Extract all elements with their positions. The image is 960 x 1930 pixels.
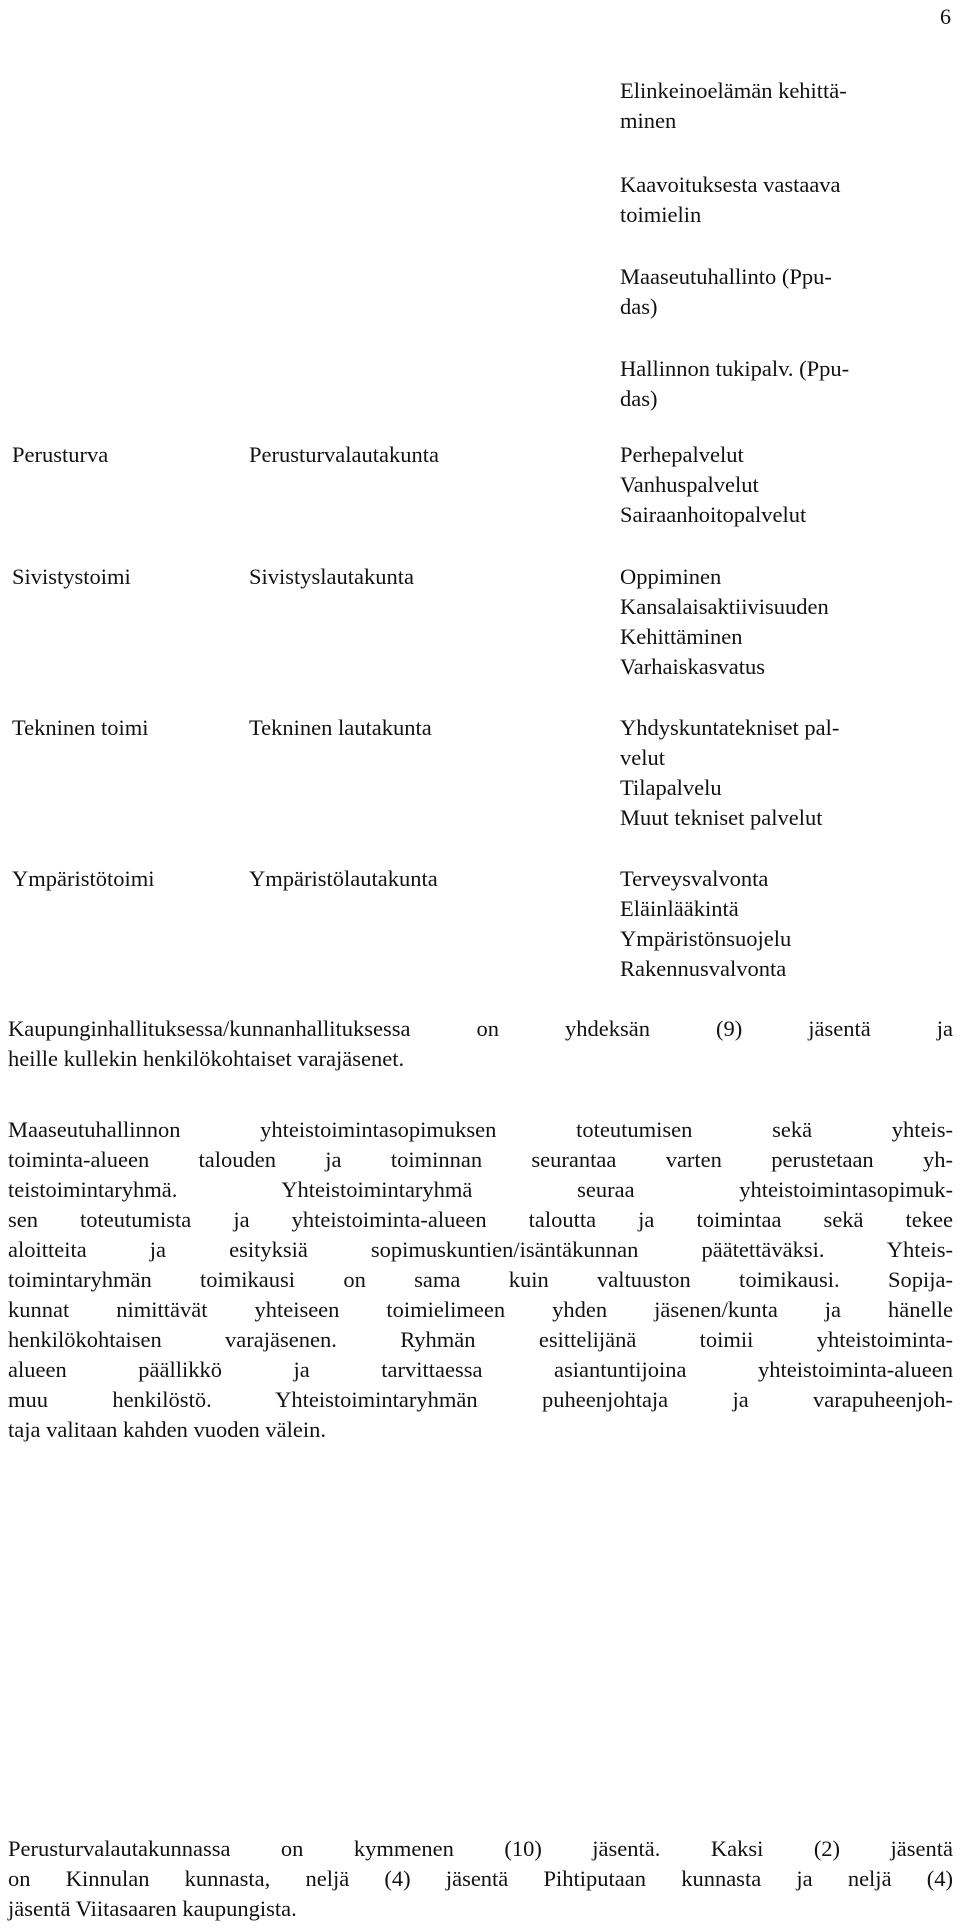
paragraph-line: on Kinnulan kunnasta, neljä (4) jäsentä Pihtiputaan kunnasta ja neljä (4) (8, 1866, 953, 1891)
paragraph-line: Perusturvalautakunnassa on kymmenen (10) jäsentä. Kaksi (2) jäsentä (8, 1836, 953, 1861)
sector-name: Sivistystoimi (12, 564, 131, 589)
service-item: Varhaiskasvatus (620, 654, 765, 679)
paragraph-line: heille kullekin henkilökohtaiset varajäsenet. (8, 1046, 405, 1071)
list-line: Elinkeinoelämän kehittä- (620, 78, 847, 103)
board-name: Ympäristölautakunta (249, 866, 438, 891)
top-list-item (620, 76, 847, 136)
sector-name: Ympäristötoimi (12, 866, 155, 891)
paragraph-line: taja valitaan kahden vuoden välein. (8, 1417, 326, 1442)
list-line: Maaseutuhallinto (Ppu- (620, 264, 832, 289)
sector-name: Tekninen toimi (12, 715, 149, 740)
top-list-item (620, 170, 841, 230)
service-item: Yhdyskuntatekniset pal- (620, 715, 840, 740)
paragraph-line: aloitteita ja esityksiä sopimuskuntien/isäntäkunnan päätettäväksi. Yhteis- (8, 1237, 953, 1262)
paragraph (8, 1834, 953, 1924)
board-name: Sivistyslautakunta (249, 564, 414, 589)
list-line: das) (620, 294, 658, 319)
paragraph-line: Kaupunginhallituksessa/kunnanhallituksessa on yhdeksän (9) jäsentä ja (8, 1016, 953, 1041)
service-item: Terveysvalvonta (620, 866, 769, 891)
service-item: Muut tekniset palvelut (620, 805, 823, 830)
paragraph-line: kunnat nimittävät yhteiseen toimielimeen yhden jäsenen/kunta ja hänelle (8, 1297, 953, 1322)
services-list (620, 562, 829, 682)
service-item: Kansalaisaktiivisuuden (620, 594, 829, 619)
list-line: Kaavoituksesta vastaava (620, 172, 841, 197)
paragraph-line: jäsentä Viitasaaren kaupungista. (8, 1896, 297, 1921)
service-item: Oppiminen (620, 564, 722, 589)
list-line: Hallinnon tukipalv. (Ppu- (620, 356, 850, 381)
paragraph-line: toiminta-alueen talouden ja toiminnan seurantaa varten perustetaan yh- (8, 1147, 953, 1172)
list-line: das) (620, 386, 658, 411)
service-item: Kehittäminen (620, 624, 743, 649)
board-name: Tekninen lautakunta (249, 715, 432, 740)
services-list (620, 440, 806, 530)
service-item: Perhepalvelut (620, 442, 744, 467)
service-item: Rakennusvalvonta (620, 956, 787, 981)
paragraph-line: Maaseutuhallinnon yhteistoimintasopimuksen toteutumisen sekä yhteis- (8, 1117, 953, 1142)
list-line: minen (620, 108, 677, 133)
service-item: Sairaanhoitopalvelut (620, 502, 807, 527)
services-list (620, 713, 839, 833)
services-list (620, 864, 791, 984)
paragraph-line: toimintaryhmän toimikausi on sama kuin valtuuston toimikausi. Sopija- (8, 1267, 953, 1292)
paragraph-line: teistoimintaryhmä. Yhteistoimintaryhmä seuraa yhteistoimintasopimuk- (8, 1177, 953, 1202)
service-item: Vanhuspalvelut (620, 472, 759, 497)
paragraph-line: alueen päällikkö ja tarvittaessa asiantuntijoina yhteistoiminta-alueen (8, 1357, 953, 1382)
paragraph-line: henkilökohtaisen varajäsenen. Ryhmän esittelijänä toimii yhteistoiminta- (8, 1327, 953, 1352)
service-item: Eläinlääkintä (620, 896, 739, 921)
paragraph-line: muu henkilöstö. Yhteistoimintaryhmän puheenjohtaja ja varapuheenjoh- (8, 1387, 953, 1412)
service-item: velut (620, 745, 665, 770)
service-item: Ympäristönsuojelu (620, 926, 792, 951)
paragraph-line: sen toteutumista ja yhteistoiminta-alueen taloutta ja toimintaa sekä tekee (8, 1207, 953, 1232)
list-line: toimielin (620, 202, 702, 227)
top-list-item (620, 262, 832, 322)
paragraph (8, 1115, 953, 1445)
page-number: 6 (940, 4, 951, 29)
service-item: Tilapalvelu (620, 775, 722, 800)
sector-name: Perusturva (12, 442, 109, 467)
board-name: Perusturvalautakunta (249, 442, 439, 467)
top-list-item (620, 354, 849, 414)
paragraph (8, 1014, 953, 1074)
